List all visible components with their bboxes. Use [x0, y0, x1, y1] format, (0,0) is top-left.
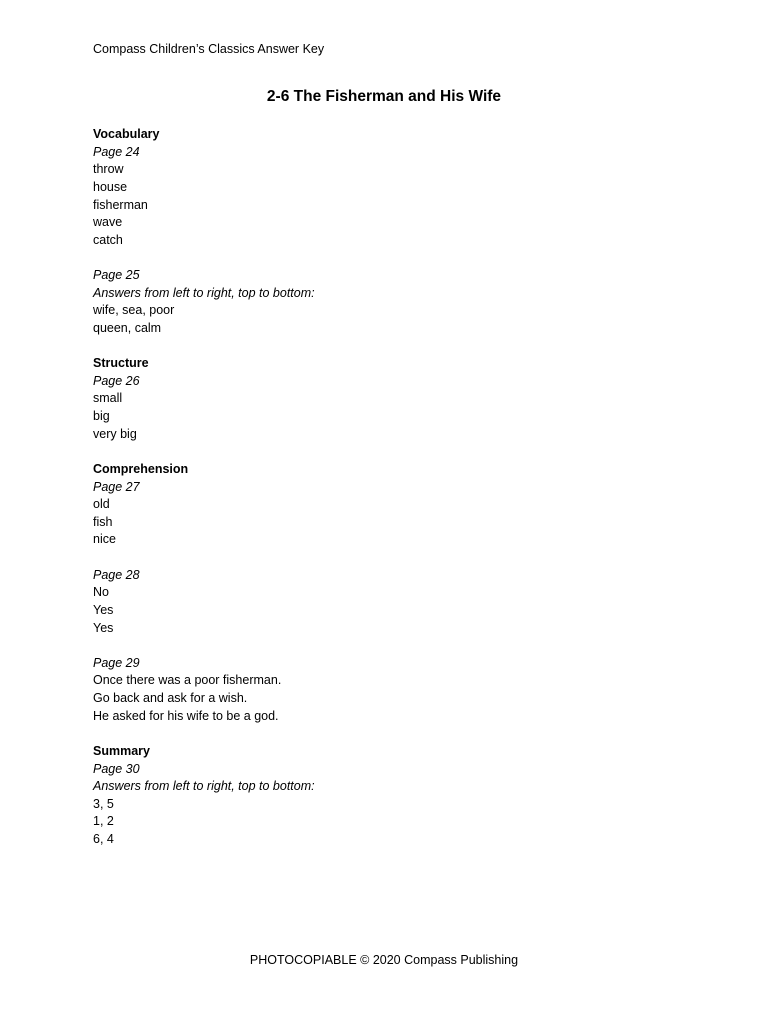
document-title: 2-6 The Fisherman and His Wife [266, 88, 502, 105]
spacer [93, 549, 315, 567]
spacer [93, 249, 315, 267]
page-label-27: Page 27 [93, 479, 140, 494]
answer-key-content [93, 126, 315, 849]
answer-item: He asked for his wife to be a god. [93, 708, 279, 723]
answer-item: old [93, 497, 110, 512]
answer-item: queen, calm [93, 320, 162, 335]
answer-item: Yes [93, 620, 114, 635]
document-header: Compass Children’s Classics Answer Key [93, 42, 325, 56]
answer-item: wave [93, 215, 123, 230]
spacer [93, 725, 315, 743]
answer-item: fisherman [93, 197, 148, 212]
answer-item: very big [93, 426, 137, 441]
answer-item: throw [93, 162, 124, 177]
document-footer: PHOTOCOPIABLE © 2020 Compass Publishing [249, 953, 519, 967]
instruction-text: Answers from left to right, top to bottom: [93, 779, 315, 794]
section-heading-vocabulary: Vocabulary [93, 127, 160, 141]
answer-item: Yes [93, 602, 114, 617]
answer-item: 3, 5 [93, 796, 114, 811]
page-label-25: Page 25 [93, 268, 140, 282]
page-label-29: Page 29 [93, 655, 140, 670]
answer-item: small [93, 391, 123, 406]
answer-item: 6, 4 [93, 832, 114, 846]
answer-item: big [93, 409, 110, 423]
spacer [93, 338, 315, 356]
instruction-text: Answers from left to right, top to bottom: [93, 285, 315, 300]
section-heading-comprehension: Comprehension [93, 461, 189, 476]
answer-item: house [93, 179, 128, 194]
answer-item: fish [93, 514, 113, 529]
page-label-30: Page 30 [93, 761, 140, 776]
spacer [93, 637, 315, 655]
page-label-26: Page 26 [93, 373, 140, 388]
answer-item: No [93, 585, 109, 600]
answer-item: 1, 2 [93, 814, 114, 829]
page-label-28: Page 28 [93, 567, 140, 582]
answer-item: Go back and ask for a wish. [93, 691, 248, 705]
answer-item: nice [93, 532, 116, 547]
section-heading-summary: Summary [93, 743, 150, 758]
answer-item: Once there was a poor fisherman. [93, 673, 282, 688]
spacer [93, 443, 315, 461]
answer-item: catch [93, 232, 123, 247]
page-label-24: Page 24 [93, 144, 140, 159]
answer-item: wife, sea, poor [93, 303, 175, 318]
section-heading-structure: Structure [93, 356, 149, 371]
